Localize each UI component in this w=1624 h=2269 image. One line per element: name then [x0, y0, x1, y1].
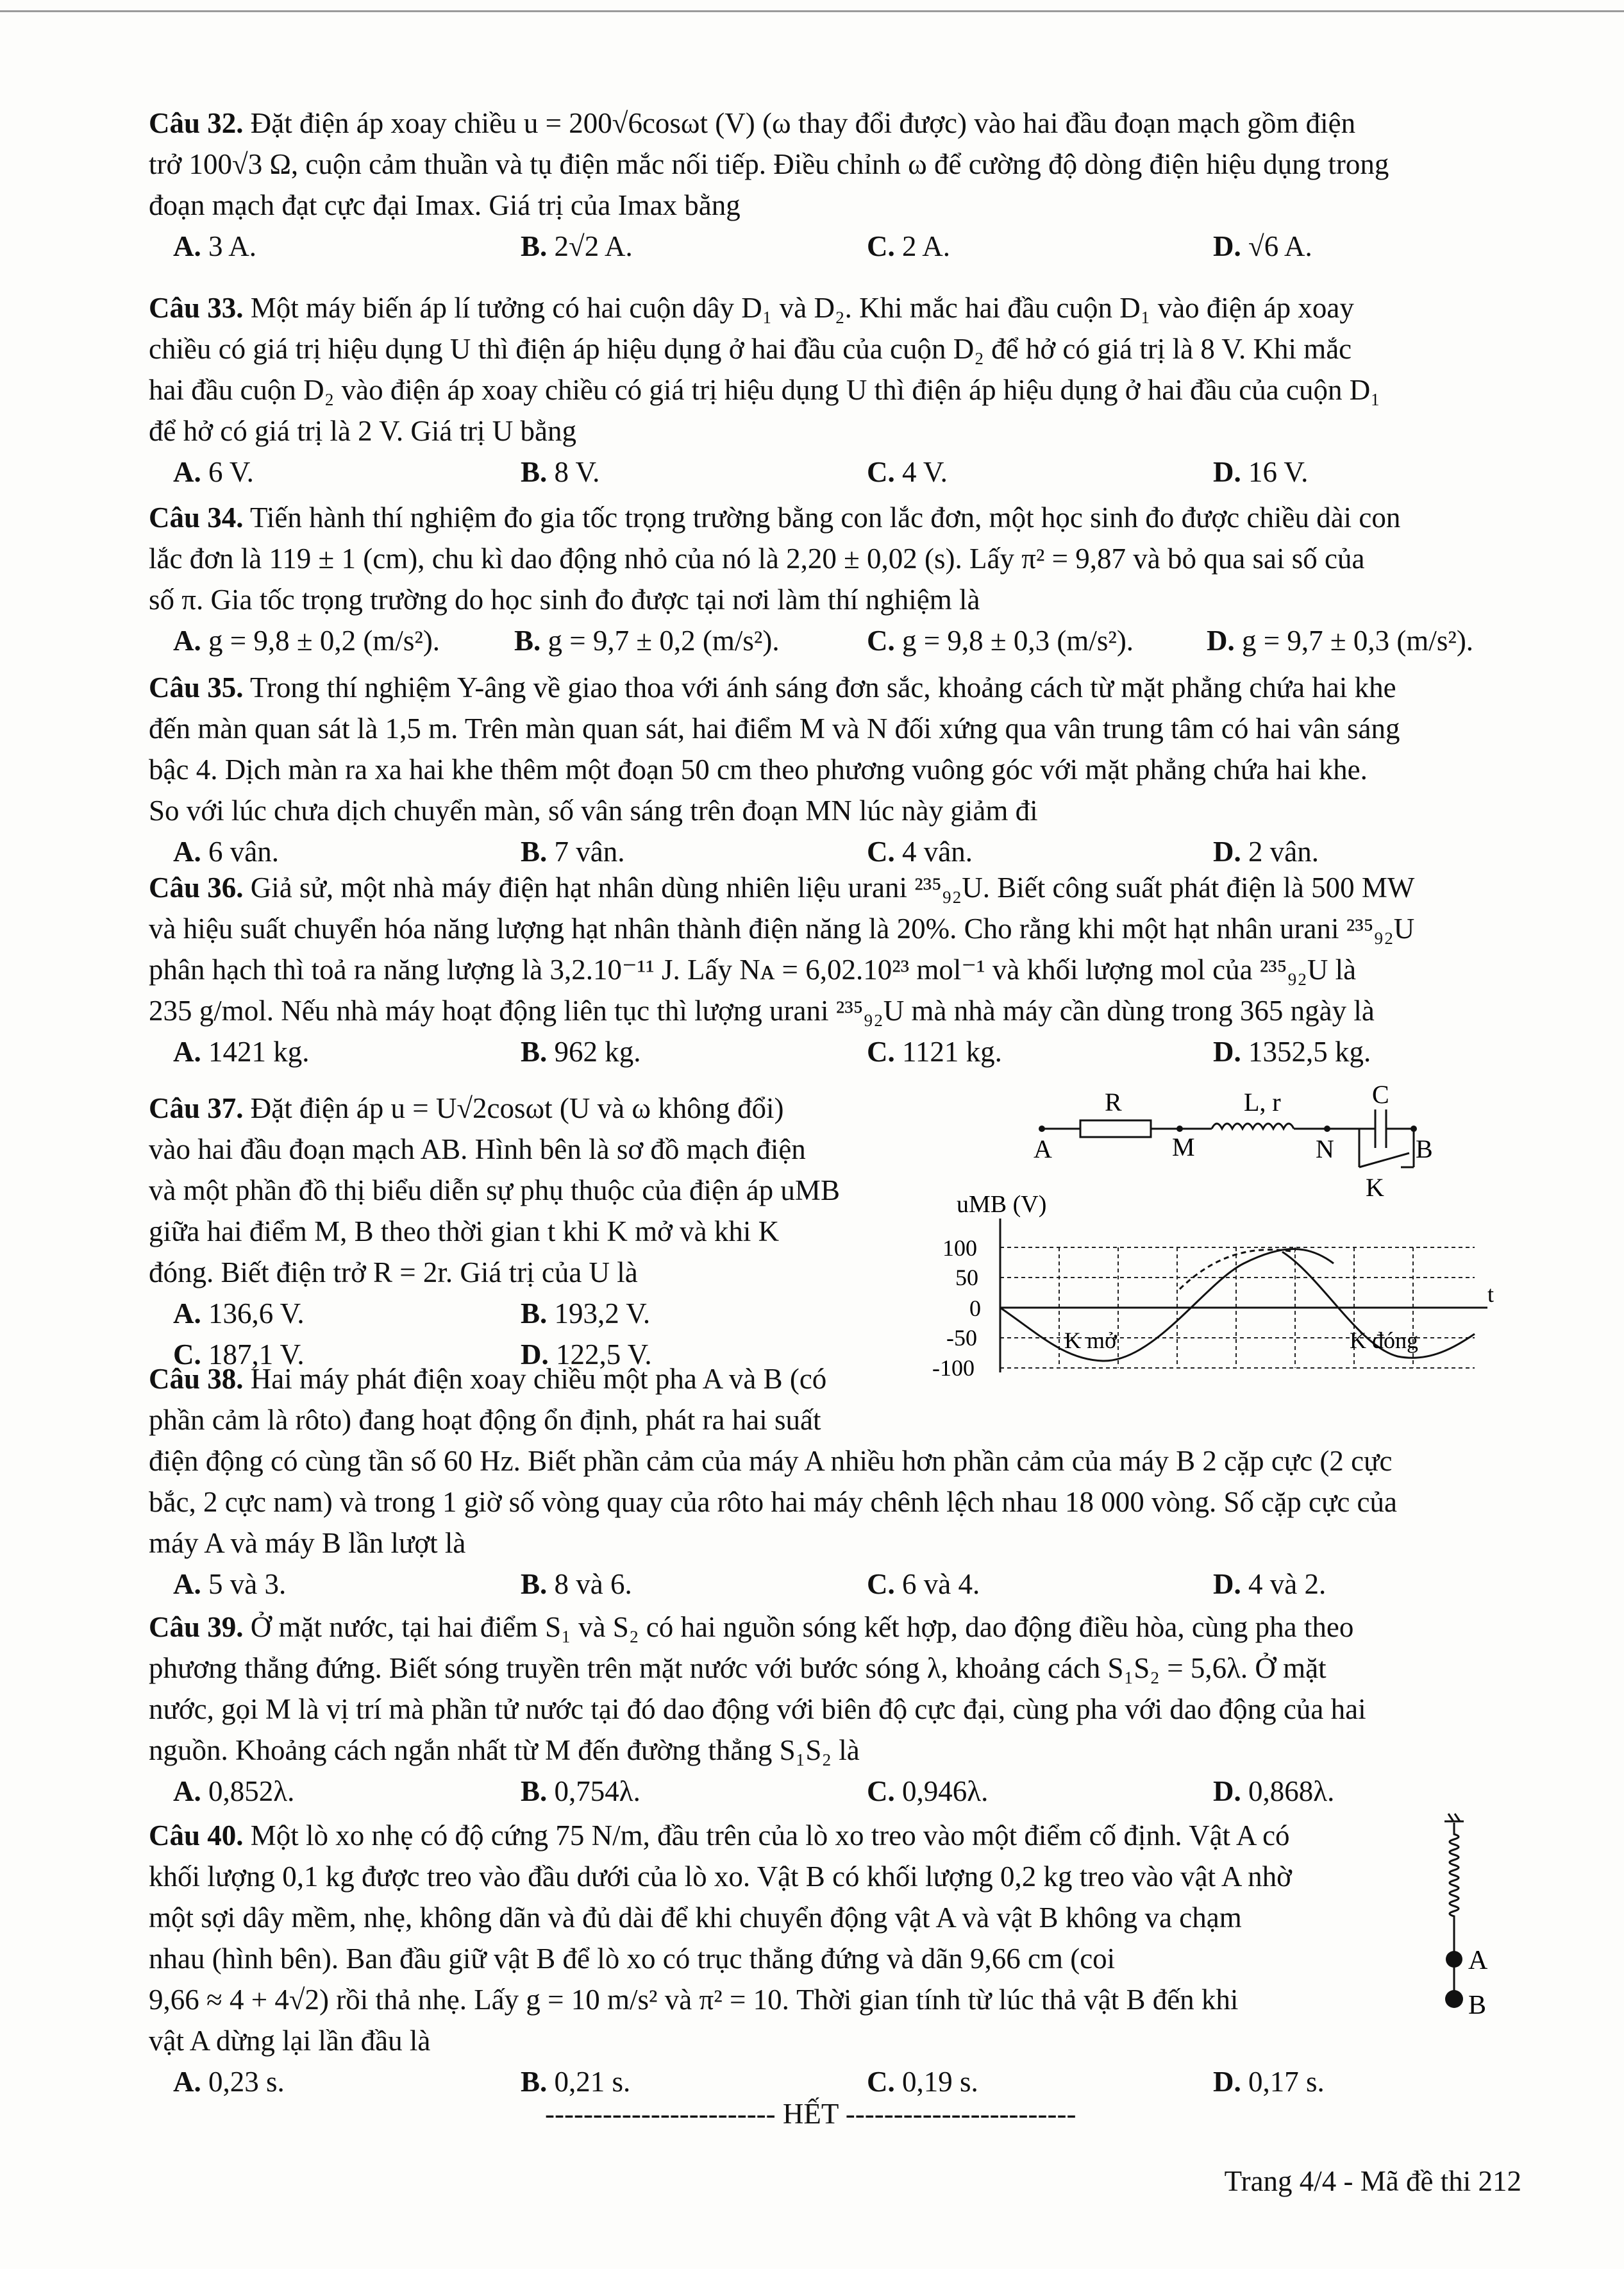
answer-options: [149, 226, 1389, 267]
question-text: bậc 4. Dịch màn ra xa hai khe thêm một đoạn 50 cm theo phương vuông góc với mặt phẳng chứa hai khe.: [149, 754, 1368, 786]
option-a[interactable]: A. 1421 kg.: [173, 1036, 310, 1068]
node-a: [1039, 1126, 1045, 1132]
question-label: Câu 37.: [149, 1092, 244, 1124]
question-text: Ở mặt nước, tại hai điểm S₁ và S₂ có hai nguồn sóng kết hợp, dao động điều hòa, cùng pha theo: [250, 1611, 1354, 1643]
question-text: Một máy biến áp lí tưởng có hai cuộn dây D₁ và D₂. Khi mắc hai đầu cuộn D₁ vào điện áp xoay: [250, 292, 1354, 324]
answer-options: [149, 451, 1380, 493]
option-b[interactable]: B. 962 kg.: [521, 1036, 641, 1068]
option-a[interactable]: A. 136,6 V.: [173, 1297, 305, 1329]
y-tick: 0: [969, 1295, 981, 1321]
answer-options: [149, 1771, 1366, 1812]
label-mass-a: A: [1468, 1946, 1488, 1975]
figure-40: [1433, 1809, 1503, 2027]
question-text: máy A và máy B lần lượt là: [149, 1527, 466, 1559]
answer-options: [149, 831, 1400, 872]
question-text: Giả sử, một nhà máy điện hạt nhân dùng nhiên liệu urani ²³⁵₉₂U. Biết công suất phát điện là 500 MW: [250, 872, 1415, 904]
option-d[interactable]: D. 2 vân.: [1213, 836, 1319, 868]
question-36: [149, 867, 1414, 1072]
question-text: và một phần đồ thị biểu diễn sự phụ thuộc của điện áp uMB: [149, 1174, 840, 1206]
option-a[interactable]: A. 3 A.: [173, 230, 257, 262]
question-text: phương thẳng đứng. Biết sóng truyền trên mặt nước với bước sóng λ, khoảng cách S₁S₂ = 5,6λ. Ở mặt: [149, 1652, 1327, 1684]
label-mass-b: B: [1468, 1991, 1487, 2020]
option-d[interactable]: D. g = 9,7 ± 0,3 (m/s²).: [1207, 625, 1474, 657]
inductor-l: [1212, 1124, 1294, 1129]
option-a[interactable]: A. 6 vân.: [173, 836, 279, 868]
question-text: 9,66 ≈ 4 + 4√2) rồi thả nhẹ. Lấy g = 10 m/s² và π² = 10. Thời gian tính từ lúc thả vật B đến khi: [149, 1984, 1239, 2016]
question-text: vào hai đầu đoạn mạch AB. Hình bên là sơ đồ mạch điện: [149, 1133, 806, 1165]
spring-coil: [1450, 1823, 1459, 1953]
top-border: [0, 10, 1624, 12]
question-35: [149, 667, 1400, 872]
option-d[interactable]: D. 4 và 2.: [1213, 1568, 1327, 1600]
label-k: K: [1366, 1173, 1384, 1202]
question-label: Câu 35.: [149, 671, 244, 704]
answer-options: [149, 2061, 1325, 2102]
option-a[interactable]: A. g = 9,8 ± 0,2 (m/s²).: [173, 625, 440, 657]
question-label: Câu 39.: [149, 1611, 244, 1643]
question-33: [149, 287, 1380, 493]
question-label: Câu 36.: [149, 872, 244, 904]
answer-options: [149, 1564, 1397, 1605]
question-text: nước, gọi M là vị trí mà phần tử nước tại đó dao động với biên độ cực đại, cùng pha với dao động của hai: [149, 1693, 1366, 1725]
ceiling-hatch: [1444, 1814, 1464, 1821]
mass-b: [1445, 1990, 1463, 2008]
question-text: nhau (hình bên). Ban đầu giữ vật B để lò xo có trục thẳng đứng và dãn 9,66 cm (coi: [149, 1943, 1116, 1975]
answer-options: [149, 1293, 918, 1334]
option-b[interactable]: B. 0,754λ.: [521, 1775, 640, 1807]
option-a[interactable]: A. 0,852λ.: [173, 1775, 295, 1807]
question-text: đoạn mạch đạt cực đại Imax. Giá trị của Imax bằng: [149, 189, 741, 221]
page-footer: Trang 4/4 - Mã đề thi 212: [1224, 2165, 1521, 2197]
question-text: Một lò xo nhẹ có độ cứng 75 N/m, đầu trên của lò xo treo vào một điểm cố định. Vật A có: [250, 1819, 1290, 1851]
question-text: đóng. Biết điện trở R = 2r. Giá trị của U là: [149, 1256, 638, 1288]
t-axis-label: t: [1487, 1281, 1494, 1307]
question-text: và hiệu suất chuyển hóa năng lượng hạt nhân thành điện năng là 20%. Cho rằng khi một hạt nhân urani ²³⁵₉₂U: [149, 913, 1415, 945]
question-text: Trong thí nghiệm Y-âng về giao thoa với ánh sáng đơn sắc, khoảng cách từ mặt phẳng chứa hai khe: [249, 671, 1396, 704]
option-b[interactable]: B. 8 và 6.: [521, 1568, 632, 1600]
question-text: bắc, 2 cực nam) và trong 1 giờ số vòng quay của rôto hai máy chênh lệch nhau 18 000 vòng. Số cặp cực của: [149, 1486, 1397, 1518]
option-a[interactable]: A. 6 V.: [173, 456, 254, 488]
label-a: A: [1034, 1134, 1052, 1163]
label-b: B: [1416, 1134, 1433, 1163]
question-text: So với lúc chưa dịch chuyển màn, số vân sáng trên đoạn MN lúc này giảm đi: [149, 795, 1038, 827]
node-m: [1176, 1126, 1183, 1132]
question-text: Đặt điện áp u = U√2cosωt (U và ω không đổi): [250, 1092, 784, 1124]
question-text: 235 g/mol. Nếu nhà máy hoạt động liên tục thì lượng urani ²³⁵₉₂U mà nhà máy cần dùng trong 365 ngày là: [149, 995, 1375, 1027]
question-39: [149, 1607, 1366, 1812]
option-c[interactable]: C. 4 V.: [867, 456, 948, 488]
y-tick: -50: [946, 1325, 977, 1351]
question-text: Hai máy phát điện xoay chiều một pha A và B (có: [250, 1363, 827, 1395]
label-m: M: [1172, 1133, 1195, 1161]
question-text: Đặt điện áp xoay chiều u = 200√6cosωt (V) (ω thay đổi được) vào hai đầu đoạn mạch gồm điện: [250, 107, 1356, 139]
option-b[interactable]: B. 2√2 A.: [521, 230, 633, 262]
option-b[interactable]: B. 7 vân.: [521, 836, 625, 868]
y-axis-label: uMB (V): [957, 1191, 1047, 1218]
option-d[interactable]: D. 0,17 s.: [1213, 2066, 1325, 2098]
y-tick: 100: [942, 1235, 977, 1261]
node-n: [1324, 1126, 1330, 1132]
question-label: Câu 38.: [149, 1363, 244, 1395]
question-text: chiều có giá trị hiệu dụng U thì điện áp hiệu dụng ở hai đầu của cuộn D₂ để hở có giá trị là 8 V. Khi mắc: [149, 333, 1352, 365]
end-marker: ------------------------ HẾT ------------------------: [545, 2098, 1076, 2130]
question-text: hai đầu cuộn D₂ vào điện áp xoay chiều có giá trị hiệu dụng U thì điện áp hiệu dụng ở hai đầu của cuộn D₁: [149, 374, 1380, 406]
label-n: N: [1316, 1134, 1334, 1163]
curve-k-open: [1000, 1249, 1334, 1362]
option-d[interactable]: D. 1352,5 kg.: [1213, 1036, 1371, 1068]
label-k-closed: K đóng: [1350, 1328, 1418, 1353]
question-38: [149, 1358, 1397, 1605]
question-text: phần cảm là rôto) đang hoạt động ổn định, phát ra hai suất: [149, 1404, 821, 1436]
question-text: trở 100√3 Ω, cuộn cảm thuần và tụ điện mắc nối tiếp. Điều chỉnh ω để cường độ dòng điện hiệu dụng trong: [149, 148, 1389, 180]
y-tick: -100: [932, 1355, 975, 1381]
option-d[interactable]: D. √6 A.: [1213, 230, 1312, 262]
question-text: số π. Gia tốc trọng trường do học sinh đo được tại nơi làm thí nghiệm là: [149, 584, 980, 616]
question-label: Câu 32.: [149, 107, 244, 139]
switch-k: [1359, 1153, 1409, 1167]
node-b: [1411, 1126, 1417, 1132]
question-text: để hở có giá trị là 2 V. Giá trị U bằng: [149, 415, 577, 447]
question-text: giữa hai điểm M, B theo thời gian t khi K mở và khi K: [149, 1215, 780, 1247]
option-b[interactable]: B. 193,2 V.: [521, 1297, 651, 1329]
option-c[interactable]: C. 0,946λ.: [867, 1775, 989, 1807]
question-label: Câu 34.: [149, 502, 244, 534]
option-d[interactable]: D. 122,5 V.: [521, 1338, 652, 1371]
question-label: Câu 33.: [149, 292, 244, 324]
answer-options: [149, 1031, 1414, 1072]
option-b[interactable]: B. 8 V.: [521, 456, 600, 488]
question-text: phân hạch thì toả ra năng lượng là 3,2.10⁻¹¹ J. Lấy Nᴀ = 6,02.10²³ mol⁻¹ và khối lượng mol của ²³⁵₉₂U là: [149, 954, 1357, 986]
option-c[interactable]: C. 6 và 4.: [867, 1568, 980, 1600]
option-c[interactable]: C. 2 A.: [867, 230, 951, 262]
question-40: [149, 1815, 1325, 2102]
question-label: Câu 40.: [149, 1819, 244, 1851]
mass-a: [1446, 1951, 1462, 1968]
option-d[interactable]: D. 16 V.: [1213, 456, 1309, 488]
curve-k-open-dashed: [1180, 1250, 1295, 1289]
option-d[interactable]: D. 0,868λ.: [1213, 1775, 1335, 1807]
option-a[interactable]: A. 5 và 3.: [173, 1568, 287, 1600]
option-b[interactable]: B. g = 9,7 ± 0,2 (m/s²).: [514, 625, 780, 657]
question-text: đến màn quan sát là 1,5 m. Trên màn quan sát, hai điểm M và N đối xứng qua vân trung tâm có hai vân sáng: [149, 713, 1400, 745]
question-text: điện động có cùng tần số 60 Hz. Biết phần cảm của máy A nhiều hơn phần cảm của máy B 2 cặp cực (2 cực: [149, 1445, 1393, 1477]
question-37: [149, 1088, 918, 1375]
option-c[interactable]: C. 187,1 V.: [173, 1338, 305, 1371]
label-k-open: K mở: [1064, 1328, 1118, 1353]
y-tick: 50: [955, 1265, 978, 1290]
question-34: [149, 497, 1474, 661]
question-text: vật A dừng lại lần đầu là: [149, 2025, 431, 2057]
option-c[interactable]: C. 4 vân.: [867, 836, 973, 868]
question-text: khối lượng 0,1 kg được treo vào đầu dưới của lò xo. Vật B có khối lượng 0,2 kg treo vào vật A nhờ: [149, 1860, 1292, 1893]
question-text: Tiến hành thí nghiệm đo gia tốc trọng trường bằng con lắc đơn, một học sinh đo được chiều dài con: [249, 502, 1401, 534]
option-c[interactable]: C. 1121 kg.: [867, 1036, 1002, 1068]
resistor-r: [1080, 1120, 1151, 1137]
option-a[interactable]: A. 0,23 s.: [173, 2066, 285, 2098]
circuit-diagram: [1042, 1109, 1414, 1167]
label-lr: L, r: [1244, 1088, 1281, 1117]
option-c[interactable]: C. 0,19 s.: [867, 2066, 978, 2098]
answer-options: [149, 620, 1474, 661]
option-b[interactable]: B. 0,21 s.: [521, 2066, 631, 2098]
label-c: C: [1372, 1084, 1389, 1109]
option-c[interactable]: C. g = 9,8 ± 0,3 (m/s²).: [867, 625, 1134, 657]
label-r: R: [1105, 1088, 1122, 1117]
question-text: lắc đơn là 119 ± 1 (cm), chu kì dao động nhỏ của nó là 2,20 ± 0,02 (s). Lấy π² = 9,87 và bỏ qua sai số của: [149, 543, 1365, 575]
question-text: một sợi dây mềm, nhẹ, không dãn và đủ dài để khi chuyển động vật A và vật B không va chạm: [149, 1902, 1242, 1934]
question-32: [149, 103, 1389, 267]
question-text: nguồn. Khoảng cách ngắn nhất từ M đến đường thẳng S₁S₂ là: [149, 1734, 860, 1766]
